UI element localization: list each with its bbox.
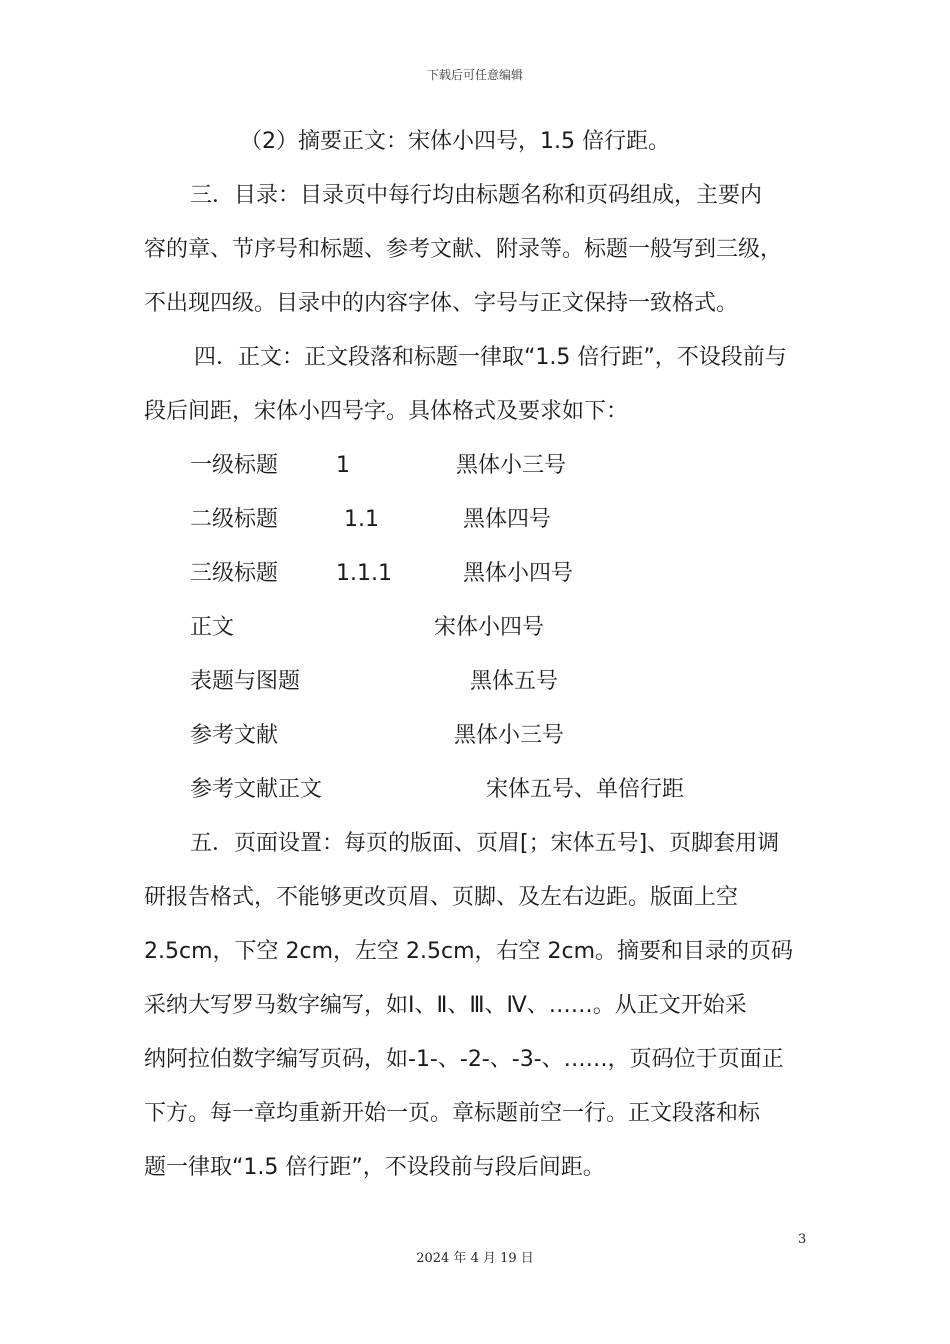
format-number: 1 [336, 453, 350, 478]
toc-paragraph-line: 三．目录：目录页中每行均由标题名称和页码组成，主要内 [190, 183, 763, 208]
format-label: 正文 [190, 615, 235, 640]
format-font: 黑体五号 [470, 669, 559, 694]
body-paragraph-line: 四．正文：正文段落和标题一律取“1.5 倍行距”，不设段前与 [194, 345, 787, 370]
format-font: 黑体小四号 [463, 561, 574, 586]
page-setup-paragraph-line: 五．页面设置：每页的版面、页眉[；宋体五号]、页脚套用调 [190, 831, 780, 856]
format-font: 黑体小三号 [454, 723, 565, 748]
page-setup-paragraph-line: 采纳大写罗马数字编写，如Ⅰ、Ⅱ、Ⅲ、Ⅳ、……。从正文开始采 [144, 993, 747, 1018]
page-number: 3 [798, 1232, 807, 1247]
format-font: 宋体小四号 [434, 615, 545, 640]
format-label: 参考文献 [190, 723, 279, 748]
format-label: 三级标题 [190, 561, 279, 586]
format-label: 参考文献正文 [190, 777, 323, 802]
body-paragraph-line: 段后间距，宋体小四号字。具体格式及要求如下： [144, 399, 629, 424]
page-header: 下载后可任意编辑 [426, 68, 523, 82]
toc-paragraph-line: 容的章、节序号和标题、参考文献、附录等。标题一般写到三级， [144, 237, 783, 262]
format-font: 黑体四号 [463, 507, 552, 532]
format-label: 一级标题 [190, 453, 279, 478]
abstract-body-line: （2）摘要正文：宋体小四号，1.5 倍行距。 [240, 129, 670, 154]
page-setup-paragraph-line: 研报告格式，不能够更改页眉、页脚、及左右边距。版面上空 [144, 885, 739, 910]
format-number: 1.1 [344, 507, 379, 532]
format-label: 二级标题 [190, 507, 279, 532]
format-font: 黑体小三号 [456, 453, 567, 478]
page-setup-paragraph-line: 题一律取“1.5 倍行距”，不设段前与段后间距。 [144, 1155, 605, 1180]
page-setup-paragraph-line: 纳阿拉伯数字编写页码，如-1-、-2-、-3-、……，页码位于页面正 [144, 1047, 784, 1072]
format-number: 1.1.1 [336, 561, 392, 586]
format-label: 表题与图题 [190, 669, 301, 694]
toc-paragraph-line: 不出现四级。目录中的内容字体、字号与正文保持一致格式。 [144, 291, 739, 316]
page-setup-paragraph-line: 2.5cm，下空 2cm，左空 2.5cm，右空 2cm。摘要和目录的页码 [144, 939, 794, 964]
format-font: 宋体五号、单倍行距 [486, 777, 685, 802]
page-setup-paragraph-line: 下方。每一章均重新开始一页。章标题前空一行。正文段落和标 [144, 1101, 761, 1126]
footer-date: 2024 年 4 月 19 日 [416, 1251, 534, 1266]
